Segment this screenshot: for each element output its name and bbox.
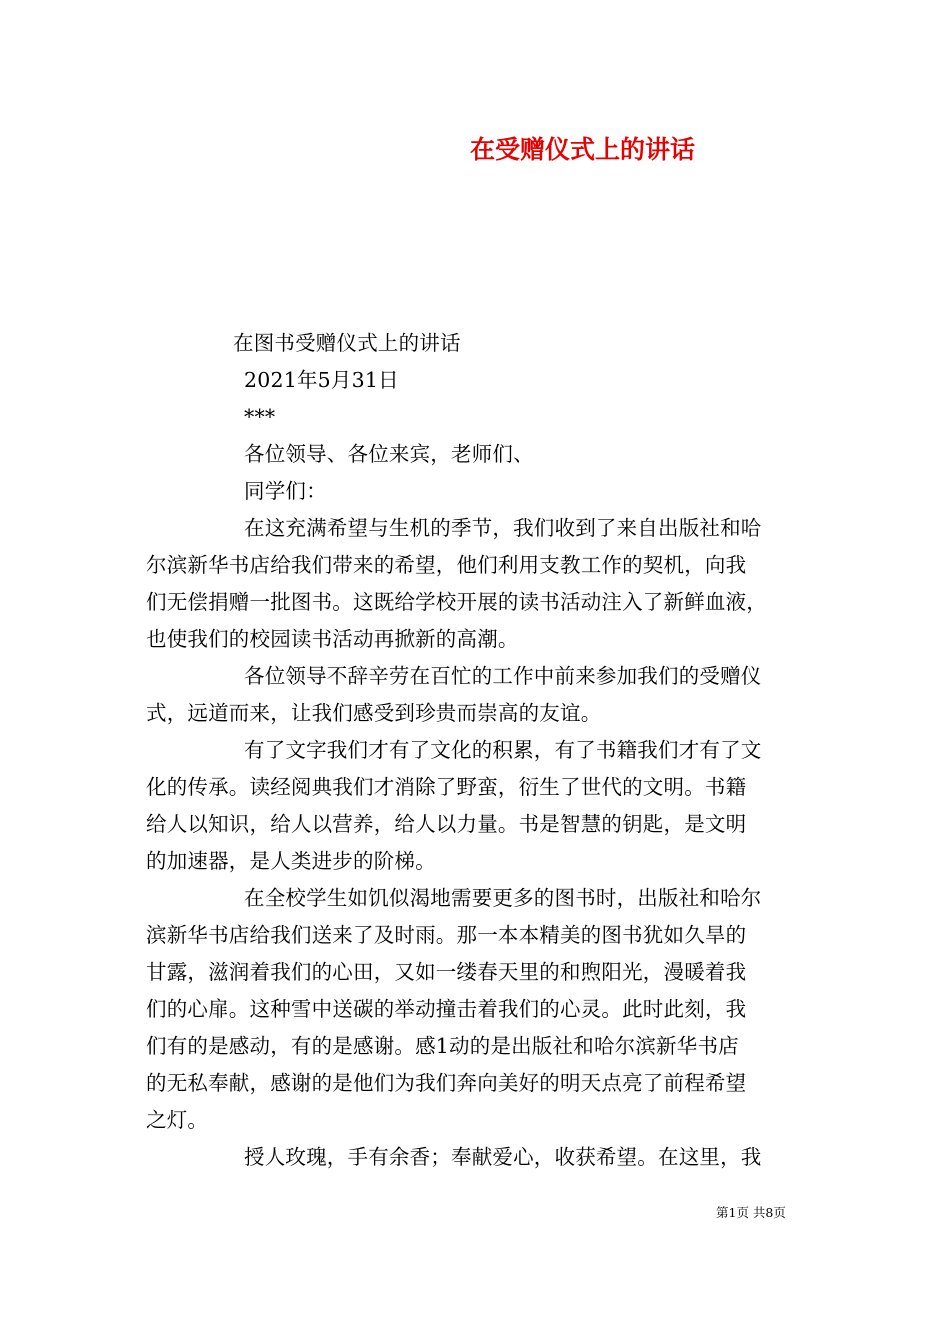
paragraph-line: 们无偿捐赠一批图书。这既给学校开展的读书活动注入了新鲜血液， (146, 590, 767, 614)
salutation-line: 各位领导、各位来宾，老师们、 (244, 442, 534, 466)
speech-date: 2021年5月31日 (244, 368, 399, 392)
paragraph-line: 各位领导不辞辛劳在百忙的工作中前来参加我们的受赠仪 (244, 664, 762, 688)
paragraph-line: 给人以知识，给人以营养，给人以力量。书是智慧的钥匙，是文明 (146, 812, 747, 836)
page-footer: 第1页 共8页 (716, 1205, 786, 1220)
paragraph-line: 化的传承。读经阅典我们才消除了野蛮，衍生了世代的文明。书籍 (146, 775, 747, 799)
paragraph-line: 授人玫瑰，手有余香；奉献爱心，收获希望。在这里，我 (244, 1145, 762, 1169)
paragraph-line: 在全校学生如饥似渴地需要更多的图书时，出版社和哈尔 (244, 886, 762, 910)
paragraph-line: 们有的是感动，有的是感谢。感1动的是出版社和哈尔滨新华书店 (146, 1034, 739, 1058)
paragraph-line: 在这充满希望与生机的季节，我们收到了来自出版社和哈 (244, 516, 762, 540)
salutation-line: 同学们： (244, 479, 327, 503)
paragraph-line: 甘露，滋润着我们的心田，又如一缕春天里的和煦阳光，漫暖着我 (146, 960, 747, 984)
paragraph-line: 式，远道而来，让我们感受到珍贵而崇高的友谊。 (146, 701, 602, 725)
paragraph-line: 们的心扉。这种雪中送碳的举动撞击着我们的心灵。此时此刻，我 (146, 997, 747, 1021)
paragraph-line: 的加速器，是人类进步的阶梯。 (146, 849, 436, 873)
document-title: 在受赠仪式上的讲话 (470, 135, 696, 164)
paragraph-line: 之灯。 (146, 1108, 209, 1132)
speech-heading: 在图书受赠仪式上的讲话 (233, 331, 461, 355)
paragraph-line: 尔滨新华书店给我们带来的希望，他们利用支教工作的契机，向我 (146, 553, 747, 577)
paragraph-line: 滨新华书店给我们送来了及时雨。那一本本精美的图书犹如久旱的 (146, 923, 747, 947)
paragraph-line: 也使我们的校园读书活动再掀新的高潮。 (146, 627, 519, 651)
paragraph-line: 的无私奉献，感谢的是他们为我们奔向美好的明天点亮了前程希望 (146, 1071, 747, 1095)
speaker-name: *** (244, 405, 276, 429)
paragraph-line: 有了文字我们才有了文化的积累，有了书籍我们才有了文 (244, 738, 762, 762)
